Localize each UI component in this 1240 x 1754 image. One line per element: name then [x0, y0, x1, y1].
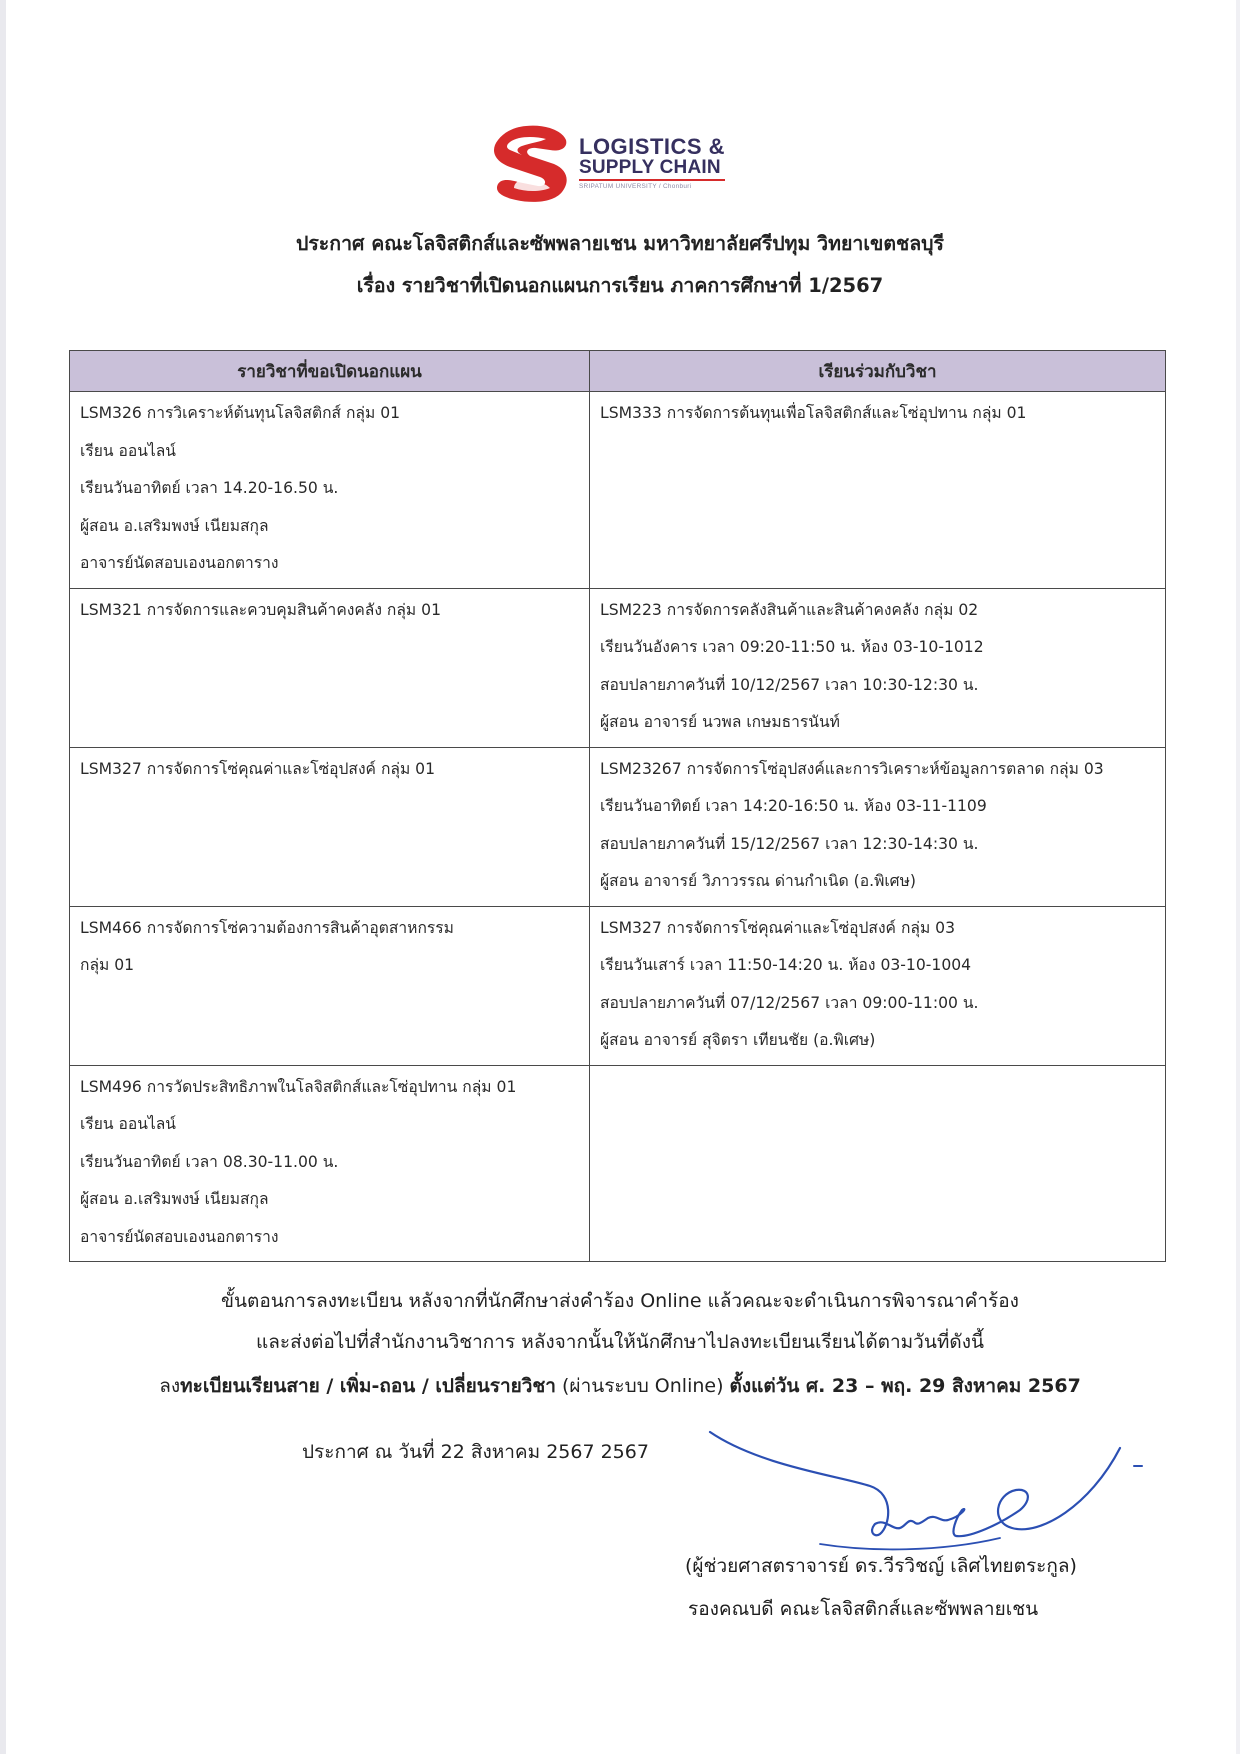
cell-line: อาจารย์นัดสอบเองนอกตาราง — [80, 554, 279, 572]
registration-note-line3 — [0, 1371, 1240, 1401]
course-table — [69, 350, 1166, 1262]
cell-line: LSM327 การจัดการโซ่คุณค่าและโซ่อุปสงค์ กลุ่ม 03 — [600, 918, 956, 937]
cell-line: LSM223 การจัดการคลังสินค้าและสินค้าคงคลัง กลุ่ม 02 — [600, 600, 979, 619]
cell-line: ผู้สอน อาจารย์ นวพล เกษมธารนันท์ — [600, 713, 840, 731]
registration-note-line2: และส่งต่อไปที่สำนักงานวิชาการ หลังจากนั้นให้นักศึกษาไปลงทะเบียนเรียนได้ตามวันที่ดังนี้ — [256, 1331, 984, 1353]
cell-line: กลุ่ม 01 — [80, 956, 135, 974]
joined-course-cell — [590, 1065, 1166, 1262]
column-header-requested-course: รายวิชาที่ขอเปิดนอกแผน — [70, 351, 590, 392]
registration-channel: (ผ่านระบบ Online) — [555, 1375, 730, 1397]
cell-line: LSM321 การจัดการและควบคุมสินค้าคงคลัง กลุ่ม 01 — [80, 600, 441, 619]
cell-line: เรียน ออนไลน์ — [80, 441, 176, 460]
signatory-name: (ผู้ช่วยศาสตราจารย์ ดร.วีรวิชญ์ เลิศไทยตระกูล) — [685, 1555, 1077, 1577]
cell-line: LSM326 การวิเคราะห์ต้นทุนโลจิสติกส์ กลุ่ม 01 — [80, 404, 401, 422]
registration-prefix: ลง — [159, 1375, 181, 1397]
column-header-joined-course: เรียนร่วมกับวิชา — [590, 351, 1166, 392]
table-row — [70, 747, 1166, 906]
cell-line: เรียนวันอาทิตย์ เวลา 08.30-11.00 น. — [80, 1152, 339, 1171]
requested-course-cell — [70, 747, 590, 906]
cell-line: ผู้สอน อาจารย์ วิภาวรรณ ด่านกำเนิด (อ.พิเศษ) — [600, 872, 916, 890]
logo-text-line1: LOGISTICS & — [579, 134, 726, 159]
joined-course-cell — [590, 588, 1166, 747]
requested-course-cell — [70, 392, 590, 589]
cell-line: LSM466 การจัดการโซ่ความต้องการสินค้าอุตสาหกรรม — [80, 918, 454, 937]
logo-text-line2: SUPPLY CHAIN — [579, 157, 721, 178]
cell-line: เรียน ออนไลน์ — [80, 1115, 176, 1133]
logo-mark-icon — [480, 122, 572, 204]
cell-line: เรียนวันเสาร์ เวลา 11:50-14:20 น. ห้อง 03-10-1004 — [600, 956, 972, 974]
registration-note-line1: ขั้นตอนการลงทะเบียน หลังจากที่นักศึกษาส่งคำร้อง Online แล้วคณะจะดำเนินการพิจารณาคำร้อง — [221, 1290, 1019, 1312]
table-header-row — [70, 351, 1166, 392]
cell-line: LSM23267 การจัดการโซ่อุปสงค์และการวิเคราะห์ข้อมูลการตลาด กลุ่ม 03 — [600, 759, 1104, 778]
registration-period: ตั้งแต่วัน ศ. 23 – พฤ. 29 สิงหาคม 2567 — [729, 1375, 1081, 1397]
table-row — [70, 906, 1166, 1065]
requested-course-cell — [70, 1065, 590, 1262]
cell-line: LSM496 การวัดประสิทธิภาพในโลจิสติกส์และโซ่อุปทาน กลุ่ม 01 — [80, 1077, 517, 1096]
cell-line: เรียนวันอาทิตย์ เวลา 14:20-16:50 น. ห้อง 03-11-1109 — [600, 797, 987, 815]
joined-course-cell — [590, 392, 1166, 589]
table-row — [70, 392, 1166, 589]
cell-line: LSM333 การจัดการต้นทุนเพื่อโลจิสติกส์และโซ่อุปทาน กลุ่ม 01 — [600, 404, 1027, 422]
cell-line: ผู้สอน อ.เสริมพงษ์ เนียมสกุล — [80, 516, 269, 535]
cell-line: เรียนวันอาทิตย์ เวลา 14.20-16.50 น. — [80, 479, 339, 497]
announcement-subject: เรื่อง รายวิชาที่เปิดนอกแผนการเรียน ภาคการศึกษาที่ 1/2567 — [356, 274, 884, 297]
table-row — [70, 588, 1166, 747]
cell-line: อาจารย์นัดสอบเองนอกตาราง — [80, 1227, 279, 1246]
cell-line: สอบปลายภาควันที่ 15/12/2567 เวลา 12:30-14:30 น. — [600, 834, 979, 853]
faculty-logo — [480, 122, 750, 204]
cell-line: เรียนวันอังคาร เวลา 09:20-11:50 น. ห้อง 03-10-1012 — [600, 638, 984, 656]
handwritten-signature — [700, 1426, 1150, 1556]
requested-course-cell — [70, 588, 590, 747]
cell-line: ผู้สอน อ.เสริมพงษ์ เนียมสกุล — [80, 1190, 269, 1208]
cell-line: ผู้สอน อาจารย์ สุจิตรา เทียนชัย (อ.พิเศษ) — [600, 1031, 876, 1049]
registration-type: ทะเบียนเรียนสาย / เพิ่ม-ถอน / เปลี่ยนรายวิชา — [180, 1375, 556, 1397]
logo-rule — [579, 179, 725, 181]
signatory-position: รองคณบดี คณะโลจิสติกส์และซัพพลายเชน — [688, 1598, 1039, 1620]
cell-line: สอบปลายภาควันที่ 07/12/2567 เวลา 09:00-11:00 น. — [600, 993, 979, 1012]
table-body — [70, 392, 1166, 1262]
cell-line: LSM327 การจัดการโซ่คุณค่าและโซ่อุปสงค์ กลุ่ม 01 — [80, 759, 436, 778]
joined-course-cell — [590, 747, 1166, 906]
logo-text-line3: SRIPATUM UNIVERSITY / Chonburi — [579, 183, 692, 190]
announcement-date: ประกาศ ณ วันที่ 22 สิงหาคม 2567 2567 — [302, 1441, 649, 1463]
cell-line: สอบปลายภาควันที่ 10/12/2567 เวลา 10:30-12:30 น. — [600, 675, 979, 694]
joined-course-cell — [590, 906, 1166, 1065]
table-row — [70, 1065, 1166, 1262]
announcement-heading: ประกาศ คณะโลจิสติกส์และซัพพลายเชน มหาวิทยาลัยศรีปทุม วิทยาเขตชลบุรี — [295, 232, 945, 255]
requested-course-cell — [70, 906, 590, 1065]
